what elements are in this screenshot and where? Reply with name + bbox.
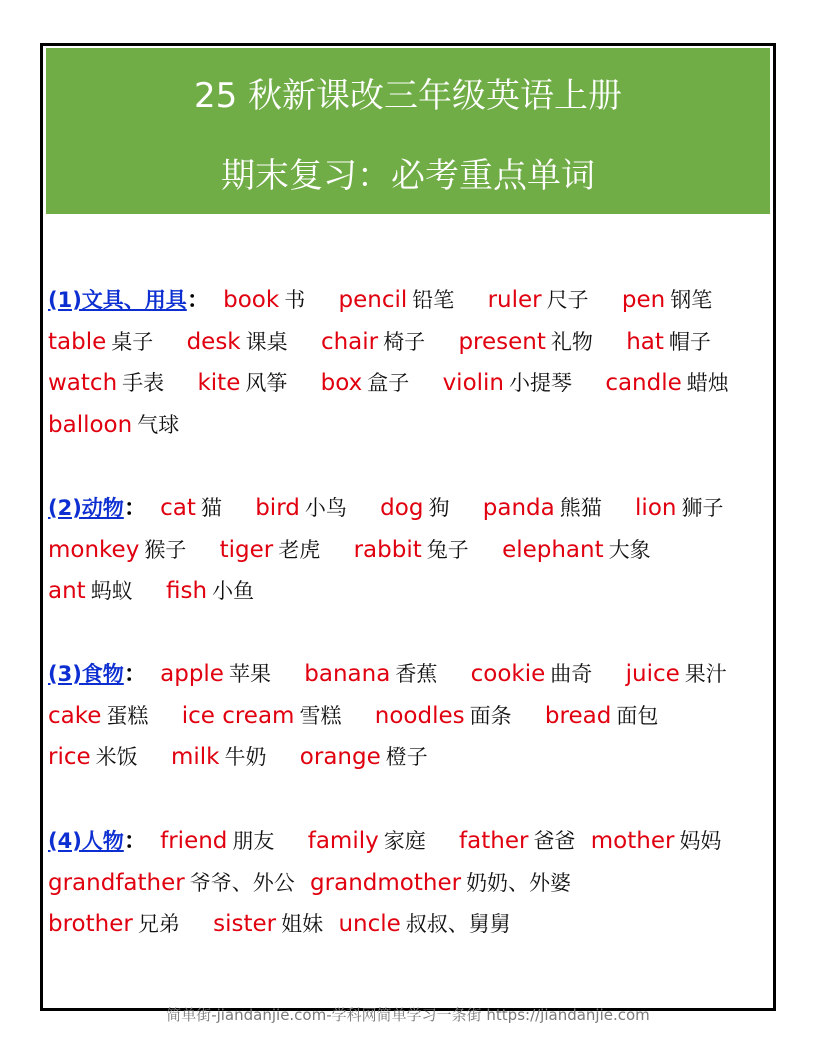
chinese-meaning: 蜡烛 <box>686 371 729 395</box>
chinese-meaning: 老虎 <box>278 537 321 562</box>
english-word: candle <box>605 370 682 396</box>
chinese-meaning: 铅笔 <box>412 288 455 312</box>
chinese-meaning: 蛋糕 <box>106 703 149 728</box>
heading-colon: ： <box>123 495 147 521</box>
vocab-item <box>220 530 321 572</box>
english-word: hat <box>626 328 664 355</box>
vocab-item <box>459 821 575 863</box>
vocab-item <box>182 696 342 738</box>
english-word: dog <box>380 495 424 521</box>
chinese-meaning: 小鱼 <box>212 579 255 603</box>
english-word: cat <box>160 495 196 521</box>
english-word: orange <box>299 744 381 770</box>
vocab-line <box>48 488 769 530</box>
english-word: banana <box>304 661 391 687</box>
english-word: fish <box>166 578 208 604</box>
vocab-item <box>471 654 593 696</box>
english-word: kite <box>197 370 241 396</box>
vocab-item <box>255 488 347 530</box>
chinese-meaning: 气球 <box>137 412 180 437</box>
english-word: grandfather <box>48 869 185 896</box>
vocab-line <box>48 322 769 364</box>
english-word: mother <box>590 828 675 854</box>
english-word: noodles <box>374 702 465 729</box>
vocab-item <box>48 405 179 447</box>
vocab-item <box>622 280 712 322</box>
vocab-item <box>626 322 711 364</box>
chinese-meaning: 牛奶 <box>224 745 267 769</box>
chinese-meaning: 姐妹 <box>281 912 324 936</box>
english-word: cookie <box>470 661 546 687</box>
vocab-line <box>48 821 769 863</box>
section-heading: (3)食物 <box>48 662 124 686</box>
vocab-line <box>48 696 769 738</box>
english-word: friend <box>160 828 228 854</box>
heading-colon: ： <box>123 661 147 687</box>
chinese-meaning: 大象 <box>608 537 651 562</box>
english-word: family <box>307 828 379 854</box>
chinese-meaning: 面条 <box>469 703 512 728</box>
heading-colon: ： <box>123 828 147 854</box>
chinese-meaning: 爷爷、外公 <box>189 870 295 895</box>
vocab-item <box>338 904 510 946</box>
chinese-meaning: 爸爸 <box>533 829 576 853</box>
vocab-item <box>380 488 449 530</box>
vocab-item <box>605 363 728 405</box>
vocab-item <box>310 863 571 905</box>
vocab-item <box>160 821 274 863</box>
vocab-item <box>321 322 425 364</box>
vocab-line <box>48 363 769 405</box>
chinese-meaning: 朋友 <box>232 829 275 853</box>
english-word: milk <box>170 744 220 770</box>
chinese-meaning: 狮子 <box>681 496 724 520</box>
footer-watermark: 简单街-jiandanjie.com-学科网简单学习一条街 https://jiandanjie.com <box>166 1006 650 1024</box>
chinese-meaning: 面包 <box>616 703 659 728</box>
vocab-item <box>160 654 271 696</box>
chinese-meaning: 果汁 <box>684 662 727 686</box>
vocab-item <box>626 654 727 696</box>
vocab-item <box>443 363 572 405</box>
vocab-line <box>48 571 769 613</box>
chinese-meaning: 兄弟 <box>137 912 180 936</box>
english-word: box <box>320 370 363 396</box>
vocab-item <box>300 737 428 779</box>
chinese-meaning: 桌子 <box>111 329 154 354</box>
heading-colon: ： <box>186 287 210 313</box>
vocab-item <box>197 363 287 405</box>
chinese-meaning: 叔叔、舅舅 <box>405 912 511 936</box>
chinese-meaning: 奶奶、外婆 <box>466 870 572 895</box>
english-word: present <box>458 328 546 355</box>
chinese-meaning: 狗 <box>428 496 450 520</box>
chinese-meaning: 手表 <box>122 371 165 395</box>
chinese-meaning: 礼物 <box>550 329 593 354</box>
vocab-item <box>48 696 148 738</box>
chinese-meaning: 雪糕 <box>299 703 342 728</box>
vocab-item <box>339 280 455 322</box>
chinese-meaning: 课桌 <box>245 329 288 354</box>
vocab-line <box>48 863 769 905</box>
vocab-line <box>48 280 769 322</box>
vocab-item <box>502 530 651 572</box>
english-word: apple <box>160 661 224 687</box>
english-word: pen <box>621 287 666 313</box>
english-word: rabbit <box>353 536 422 563</box>
chinese-meaning: 橙子 <box>385 745 428 769</box>
section-heading: (1)文具、用具 <box>48 288 187 312</box>
english-word: panda <box>482 495 555 521</box>
english-word: brother <box>48 911 133 937</box>
english-word: watch <box>48 370 118 396</box>
chinese-meaning: 书 <box>284 288 306 312</box>
section-stationery <box>48 280 769 446</box>
section-people <box>48 821 769 946</box>
chinese-meaning: 兔子 <box>426 537 469 562</box>
vocab-item <box>166 571 254 613</box>
title-banner <box>46 48 770 214</box>
english-word: uncle <box>338 911 401 937</box>
vocab-item <box>48 904 180 946</box>
english-word: ice cream <box>181 702 295 729</box>
vocab-item <box>483 488 602 530</box>
english-word: grandmother <box>310 869 462 896</box>
chinese-meaning: 家庭 <box>383 829 426 853</box>
english-word: juice <box>625 661 680 687</box>
section-heading: (4)人物 <box>48 829 124 853</box>
english-word: violin <box>442 370 504 396</box>
vocab-item <box>354 530 469 572</box>
vocab-item <box>321 363 410 405</box>
vocab-item <box>591 821 722 863</box>
english-word: balloon <box>48 411 133 438</box>
section-food <box>48 654 769 779</box>
chinese-meaning: 米饭 <box>95 745 138 769</box>
english-word: tiger <box>219 536 274 563</box>
vocab-line <box>48 405 769 447</box>
vocab-line <box>48 737 769 779</box>
vocab-item <box>545 696 658 738</box>
chinese-meaning: 小提琴 <box>509 371 572 395</box>
chinese-meaning: 蚂蚁 <box>90 579 133 603</box>
chinese-meaning: 香蕉 <box>395 662 438 686</box>
chinese-meaning: 钢笔 <box>670 288 713 312</box>
chinese-meaning: 帽子 <box>668 329 711 354</box>
vocab-item <box>48 530 186 572</box>
chinese-meaning: 熊猫 <box>559 496 602 520</box>
chinese-meaning: 曲奇 <box>550 662 593 686</box>
chinese-meaning: 猴子 <box>144 537 187 562</box>
english-word: book <box>223 287 280 313</box>
vocab-item <box>48 737 138 779</box>
english-word: bird <box>255 495 300 521</box>
title-line-1: 25 秋新课改三年级英语上册 <box>193 76 623 116</box>
english-word: bread <box>544 702 612 729</box>
english-word: table <box>48 328 107 355</box>
english-word: father <box>459 828 529 854</box>
chinese-meaning: 苹果 <box>228 662 271 686</box>
vocab-item <box>187 322 288 364</box>
english-word: chair <box>320 328 379 355</box>
vocab-item <box>48 571 133 613</box>
section-heading: (2)动物 <box>48 496 124 520</box>
chinese-meaning: 尺子 <box>546 288 589 312</box>
vocab-item <box>635 488 723 530</box>
vocab-item <box>304 654 437 696</box>
vocab-item <box>48 322 153 364</box>
chinese-meaning: 妈妈 <box>679 829 722 853</box>
english-word: elephant <box>502 536 604 563</box>
vocab-item <box>375 696 512 738</box>
vocab-item <box>213 904 323 946</box>
vocab-item <box>223 280 305 322</box>
english-word: ruler <box>487 287 542 313</box>
english-word: monkey <box>48 536 140 563</box>
vocab-line <box>48 654 769 696</box>
chinese-meaning: 椅子 <box>383 329 426 354</box>
english-word: sister <box>213 911 277 937</box>
english-word: ant <box>48 578 86 604</box>
chinese-meaning: 盒子 <box>367 371 410 395</box>
english-word: rice <box>48 744 91 770</box>
title-line-2: 期末复习：必考重点单词 <box>221 156 595 196</box>
document-frame <box>40 43 776 1011</box>
vocab-item <box>488 280 589 322</box>
english-word: lion <box>635 495 677 521</box>
english-word: pencil <box>338 287 408 313</box>
chinese-meaning: 小鸟 <box>304 496 347 520</box>
english-word: cake <box>48 702 102 729</box>
vocab-item <box>48 863 295 905</box>
vocab-line <box>48 530 769 572</box>
section-animals <box>48 488 769 613</box>
vocab-item <box>308 821 426 863</box>
english-word: desk <box>186 328 241 355</box>
chinese-meaning: 风筝 <box>245 371 288 395</box>
vocab-item <box>458 322 592 364</box>
vocab-line <box>48 904 769 946</box>
vocab-item <box>48 363 164 405</box>
vocab-item <box>171 737 267 779</box>
chinese-meaning: 猫 <box>200 496 222 520</box>
vocab-item <box>160 488 222 530</box>
